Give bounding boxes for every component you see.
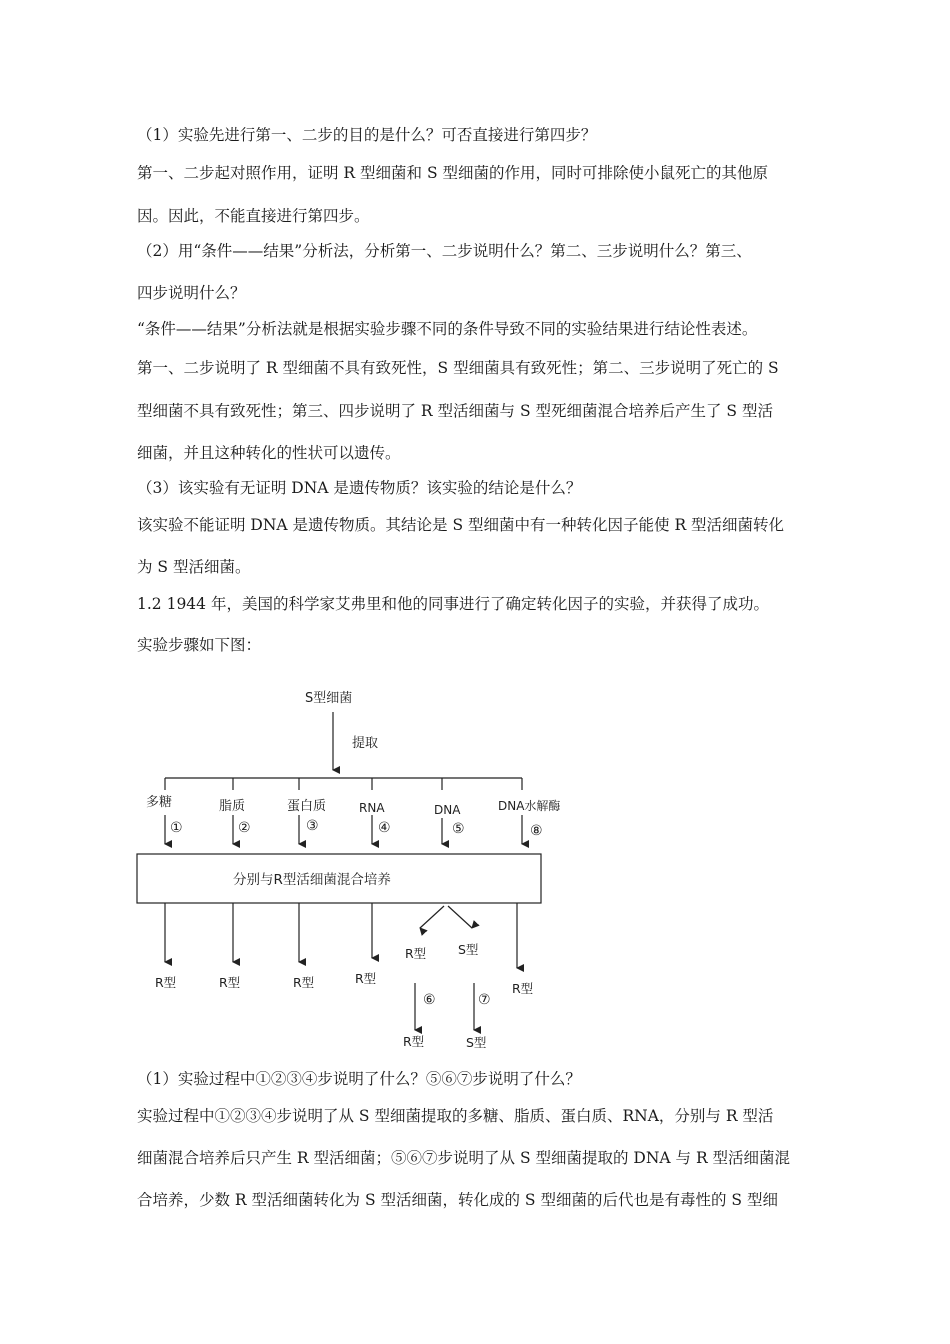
component-lipid: 脂质 (219, 799, 246, 814)
answer-3-line-2: 为 S 型活细菌。 (137, 558, 251, 576)
culture-box-label: 分别与R型活细菌混合培养 (233, 872, 391, 888)
answer-1-line-2: 因。因此，不能直接进行第四步。 (137, 207, 370, 225)
answer-4-line-2: 细菌混合培养后只产生 R 型活细菌；⑤⑥⑦步说明了从 S 型细菌提取的 DNA 与 R 型活细菌混 (137, 1149, 791, 1167)
component-dna-hydrolase: DNA水解酶 (498, 799, 561, 813)
question-2-line-1: （2）用“条件——结果”分析法，分析第一、二步说明什么？第二、三步说明什么？第三、 (137, 242, 752, 260)
result-r-3: R型 (293, 975, 315, 990)
question-3: （3）该实验有无证明 DNA 是遗传物质？该实验的结论是什么？ (137, 479, 582, 497)
step-4-label: ④ (378, 820, 391, 836)
answer-2-line-2: 第一、二步说明了 R 型细菌不具有致死性，S 型细菌具有致死性；第二、三步说明了死亡的 S (137, 359, 779, 377)
question-1: （1）实验先进行第一、二步的目的是什么？可否直接进行第四步？ (137, 126, 597, 144)
step-6-label: ⑥ (423, 992, 436, 1008)
answer-2-line-3: 型细菌不具有致死性；第三、四步说明了 R 型活细菌与 S 型死细菌混合培养后产生了 S 型活 (137, 402, 773, 420)
component-dna: DNA (434, 803, 461, 817)
step-2-label: ② (238, 820, 251, 836)
component-rna: RNA (359, 801, 385, 815)
component-polysaccharide: 多糖 (146, 795, 173, 810)
step-7-label: ⑦ (478, 992, 491, 1008)
extract-label: 提取 (352, 736, 379, 751)
answer-2-line-4: 细菌，并且这种转化的性状可以遗传。 (137, 444, 401, 462)
answer-4-line-1: 实验过程中①②③④步说明了从 S 型细菌提取的多糖、脂质、蛋白质、RNA，分别与 R 型活 (137, 1107, 774, 1125)
question-2-line-2: 四步说明什么？ (137, 284, 246, 302)
source-label: S型细菌 (305, 691, 353, 706)
component-protein: 蛋白质 (287, 799, 327, 814)
step-8-label: ⑧ (530, 823, 543, 839)
step-3-label: ③ (306, 818, 319, 834)
question-4: （1）实验过程中①②③④步说明了什么？⑤⑥⑦步说明了什么？ (137, 1070, 581, 1088)
result-r-4: R型 (355, 971, 377, 986)
section-1-2: 1.2 1944 年，美国的科学家艾弗里和他的同事进行了确定转化因子的实验，并获得了成功。 (137, 595, 769, 613)
result-s-dna: S型 (458, 942, 479, 957)
final-s: S型 (466, 1035, 487, 1050)
result-r-2: R型 (219, 975, 241, 990)
result-r-hydrolase: R型 (512, 981, 534, 996)
steps-intro: 实验步骤如下图： (137, 636, 262, 654)
answer-4-line-3: 合培养，少数 R 型活细菌转化为 S 型活细菌，转化成的 S 型细菌的后代也是有毒性的 S 型细 (137, 1191, 778, 1209)
step-5-label: ⑤ (452, 821, 465, 837)
result-r-1: R型 (155, 975, 177, 990)
step-1-label: ① (170, 820, 183, 836)
result-r-dna: R型 (405, 946, 427, 961)
final-r: R型 (403, 1034, 425, 1049)
answer-2-line-1: “条件——结果”分析法就是根据实验步骤不同的条件导致不同的实验结果进行结论性表述。 (137, 320, 758, 338)
answer-3-line-1: 该实验不能证明 DNA 是遗传物质。其结论是 S 型细菌中有一种转化因子能使 R 型活细菌转化 (137, 516, 785, 534)
answer-1-line-1: 第一、二步起对照作用，证明 R 型细菌和 S 型细菌的作用，同时可排除使小鼠死亡的其他原 (137, 164, 768, 182)
